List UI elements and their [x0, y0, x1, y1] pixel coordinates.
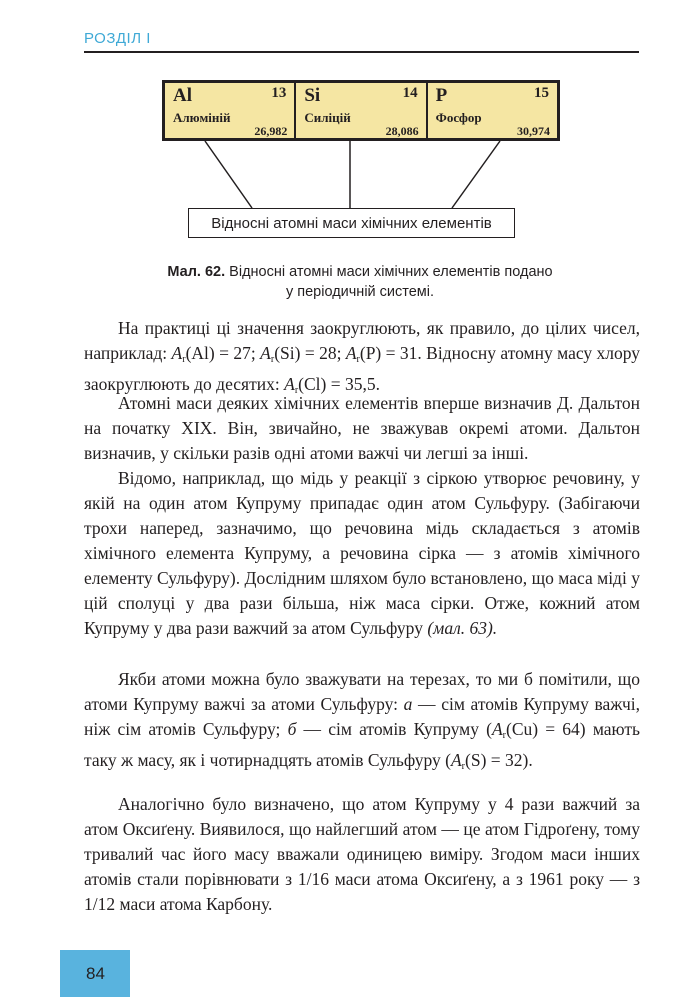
p3-text: Відомо, наприклад, що мідь у реакції з сіркою утворює речовину, у якій на один атом Купруму припадає один атом Сульфуру. (Забігаючи трохи наперед, зазначимо, що речовина мідь складається з атомів хімічного елемента Купруму, а речовина сірка — з атомів хімічного елементу Сульфуру). Дослідним шляхом було встановлено, що маса міді у цій сполуці у два рази більша, ніж маса сірки. Отже, кожний атом Купруму у два рази важчий за атом Сульфуру — [84, 468, 640, 638]
element-name: Фосфор — [435, 110, 482, 125]
p4-text-b: — сім атомів Купруму важчі, ніж сім атомів Сульфуру; — [84, 694, 640, 739]
paragraph-4 — [84, 667, 640, 779]
connector-line-right — [452, 141, 500, 208]
element-symbol: Si — [304, 85, 321, 106]
element-mass: 26,982 — [254, 124, 288, 138]
element-cell-p — [428, 83, 557, 138]
ar-subscript: r — [502, 730, 507, 741]
p4-text: Якби атоми можна було зважувати на терезах, то ми б помітили, що атоми Купруму важчі за атоми Сульфуру: — [84, 669, 640, 714]
element-mass: 28,086 — [385, 124, 419, 138]
paragraph-1 — [84, 316, 640, 403]
figure-reference: (мал. 63). — [427, 618, 498, 638]
ar-symbol: A — [284, 374, 295, 394]
p1-cl: (Cl) = 35,5. — [298, 374, 380, 394]
p4-text-c: — сім атомів Купруму ( — [296, 719, 492, 739]
ar-subscript: r — [270, 354, 275, 365]
page-number: 84 — [86, 964, 105, 983]
p4-s: (S) = 32). — [465, 750, 533, 770]
ar-subscript: r — [182, 354, 186, 365]
element-number: 14 — [402, 85, 418, 101]
ar-symbol: A — [171, 343, 183, 363]
p5-text: Аналогічно було визначено, що атом Купруму у 4 рази важчий за атом Оксиґену. Виявилося, що найлегший атом — це атом Гідроґену, тому тривалий час його масу вважали одиницею виміру. Згодом маси інших атомів стали порівнювати з 1/16 маси атома Оксиґену, а з 1961 року — з 1/12 маси атома Карбону. — [84, 794, 640, 914]
paragraph-2 — [84, 391, 640, 466]
element-mass: 30,974 — [516, 124, 550, 138]
ar-symbol: A — [260, 343, 271, 363]
ar-symbol: A — [345, 343, 357, 363]
p1-text: На практиці ці значення заокруглюють, як правило, до цілих чисел, наприклад: — [84, 318, 640, 363]
element-cell-si — [296, 83, 427, 138]
figure-caption — [100, 262, 620, 302]
element-symbol: P — [435, 85, 448, 106]
element-name: Силіцій — [304, 110, 351, 125]
p1-p: (P) = 31. Відносну атомну масу хлору заокруглюють до десятих: — [84, 343, 641, 394]
caption-text-line1: Відносні атомні маси хімічних елементів подано — [225, 264, 553, 280]
ar-subscript: r — [461, 761, 466, 772]
letter-b: б — [287, 719, 297, 739]
p1-si: (Si) = 28; — [274, 343, 346, 363]
letter-a: а — [403, 694, 413, 714]
p1-al: (Al) = 27; — [185, 343, 261, 363]
connector-line-left — [205, 141, 252, 208]
caption-text-line2: у періодичній системі. — [285, 284, 435, 300]
figure-label-box: Відносні атомні маси хімічних елементів — [188, 208, 515, 238]
element-name: Алюміній — [173, 110, 231, 125]
p2-text: Атомні маси деяких хімічних елементів вперше визначив Д. Дальтон на початку XIX. Він, звичайно, не зважував окремі атоми. Дальтон визначив, у скільки разів одні атоми важчі чи легші за інші. — [84, 393, 640, 463]
element-number: 15 — [533, 85, 549, 101]
periodic-table-fragment — [162, 80, 560, 141]
ar-symbol: A — [450, 750, 462, 770]
element-cell-al — [165, 83, 296, 138]
ar-symbol: A — [491, 719, 503, 739]
element-number: 13 — [271, 85, 287, 101]
caption-number: Мал. 62. — [167, 264, 226, 280]
ar-subscript: r — [356, 354, 360, 365]
paragraph-5 — [84, 792, 640, 917]
p4-cu: (Cu) = 64) мають таку ж масу, як і чотирнадцять атомів Сульфуру ( — [84, 719, 641, 770]
element-symbol: Al — [173, 85, 192, 106]
paragraph-3 — [84, 466, 640, 641]
ar-subscript: r — [294, 385, 299, 396]
section-header: РОЗДІЛ І — [84, 30, 151, 47]
